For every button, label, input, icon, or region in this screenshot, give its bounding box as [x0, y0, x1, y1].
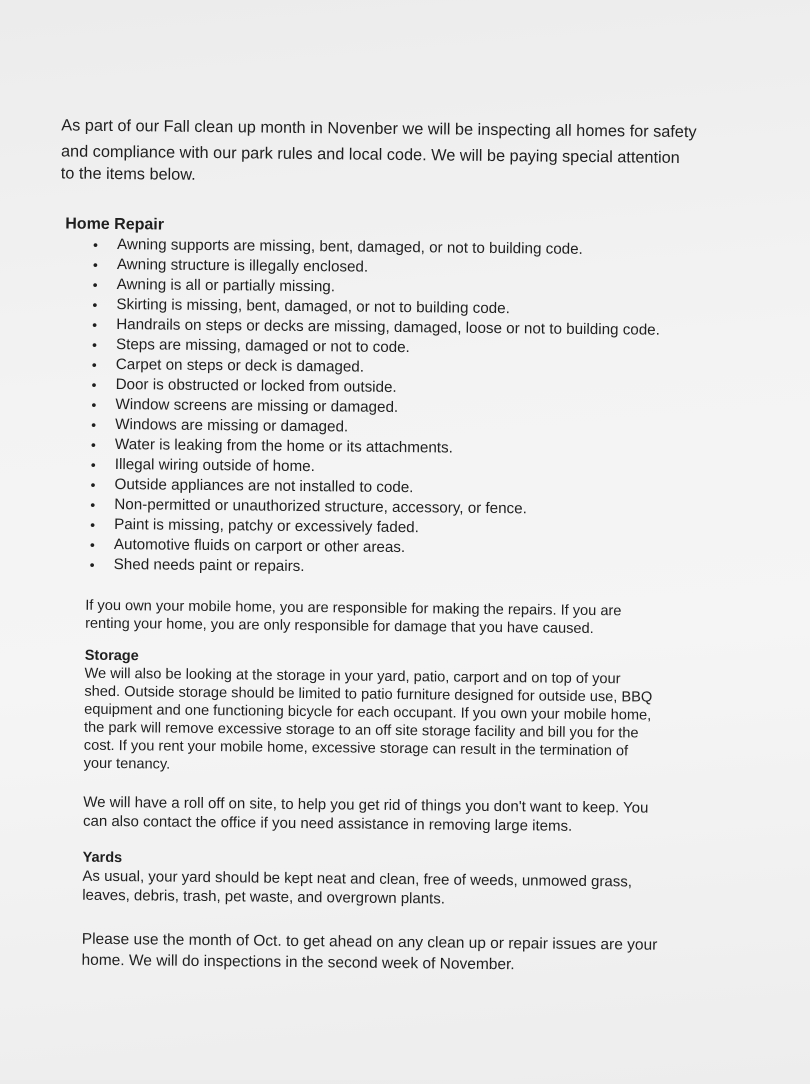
yards-heading: Yards	[82, 849, 123, 867]
bullet-icon: •	[90, 436, 96, 453]
list-item: • Shed needs paint or repairs.	[89, 556, 305, 576]
bullet-icon: •	[91, 376, 97, 393]
home-repair-section	[62, 214, 766, 581]
bullet-icon: •	[91, 416, 97, 433]
ownership-note	[85, 597, 725, 640]
intro-paragraph	[61, 112, 742, 189]
list-item: • Windows are missing or damaged.	[91, 416, 349, 436]
paragraph-line: your tenancy.	[83, 755, 171, 773]
list-item: • Automotive fluids on carport or other areas.	[89, 536, 406, 557]
paragraph-line: can also contact the office if you need assistance in removing large items.	[82, 812, 573, 835]
paragraph-line: home. We will do inspections in the second week of November.	[81, 951, 515, 974]
paragraph-line: leaves, debris, trash, pet waste, and overgrown plants.	[82, 886, 446, 908]
list-item: • Carpet on steps or deck is damaged.	[91, 356, 365, 376]
paragraph-line: cost. If you rent your mobile home, excessive storage can result in the termination of	[83, 737, 629, 760]
paragraph-line: Please use the month of Oct. to get ahead on any clean up or repair issues are your	[81, 930, 658, 954]
intro-line: As part of our Fall clean up month in Novenber we will be inspecting all homes for safety	[61, 116, 697, 142]
bullet-icon: •	[90, 496, 96, 513]
intro-line: to the items below.	[60, 164, 196, 184]
bullet-icon: •	[92, 256, 98, 273]
paragraph-line: equipment and one functioning bicycle for each occupant. If you own your mobile home,	[84, 701, 652, 724]
bullet-icon: •	[90, 516, 96, 533]
list-item: • Door is obstructed or locked from outside.	[91, 376, 397, 396]
paragraph-line: We will have a roll off on site, to help you get rid of things you don't want to keep. You	[83, 793, 649, 817]
bullet-icon: •	[92, 236, 99, 253]
list-item: • Outside appliances are not installed to code.	[90, 476, 414, 497]
list-item: • Paint is missing, patchy or excessively faded.	[90, 516, 419, 537]
roll-off-paragraph	[83, 793, 723, 838]
bullet-icon: •	[89, 556, 95, 573]
list-item: • Awning structure is illegally enclosed.	[92, 256, 369, 276]
list-item: • Water is leaking from the home or its attachments.	[90, 436, 453, 457]
bullet-icon: •	[92, 296, 98, 313]
list-item: • Skirting is missing, bent, damaged, or not to building code.	[92, 296, 510, 318]
bullet-icon: •	[90, 456, 96, 473]
home-repair-heading: Home Repair	[65, 215, 165, 234]
paragraph-line: We will also be looking at the storage in your yard, patio, carport and on top of your	[84, 665, 621, 688]
yards-section	[82, 849, 723, 912]
paragraph-line: renting your home, you are only responsible for damage that you have caused.	[85, 615, 594, 638]
closing-paragraph	[81, 929, 721, 978]
intro-line: and compliance with our park rules and local code. We will be paying special attention	[60, 142, 680, 167]
list-item: • Steps are missing, damaged or not to code.	[91, 336, 410, 357]
bullet-icon: •	[91, 336, 98, 353]
bullet-icon: •	[90, 476, 96, 493]
bullet-icon: •	[91, 356, 97, 373]
bullet-icon: •	[92, 316, 98, 333]
list-item: • Illegal wiring outside of home.	[90, 456, 315, 476]
list-item: • Awning is all or partially missing.	[92, 276, 336, 296]
list-item: • Non-permitted or unauthorized structure, accessory, or fence.	[90, 496, 527, 518]
paragraph-line: shed. Outside storage should be limited to patio furniture designed for outside use, BBQ	[84, 683, 653, 706]
bullet-icon: •	[91, 396, 97, 413]
storage-section	[84, 647, 725, 780]
paragraph-line: As usual, your yard should be kept neat and clean, free of weeds, unmowed grass,	[82, 867, 633, 891]
bullet-icon: •	[89, 536, 95, 553]
bullet-icon: •	[92, 276, 98, 293]
list-item: • Awning supports are missing, bent, damaged, or not to building code.	[92, 236, 583, 258]
paragraph-line: If you own your mobile home, you are responsible for making the repairs. If you are	[85, 597, 622, 620]
storage-heading: Storage	[84, 647, 139, 665]
list-item: • Handrails on steps or decks are missing, damaged, loose or not to building code.	[92, 316, 660, 339]
paragraph-line: the park will remove excessive storage to an off site storage facility and bill you for the	[83, 719, 639, 742]
home-repair-list	[62, 234, 766, 581]
list-item: • Window screens are missing or damaged.	[91, 396, 399, 416]
